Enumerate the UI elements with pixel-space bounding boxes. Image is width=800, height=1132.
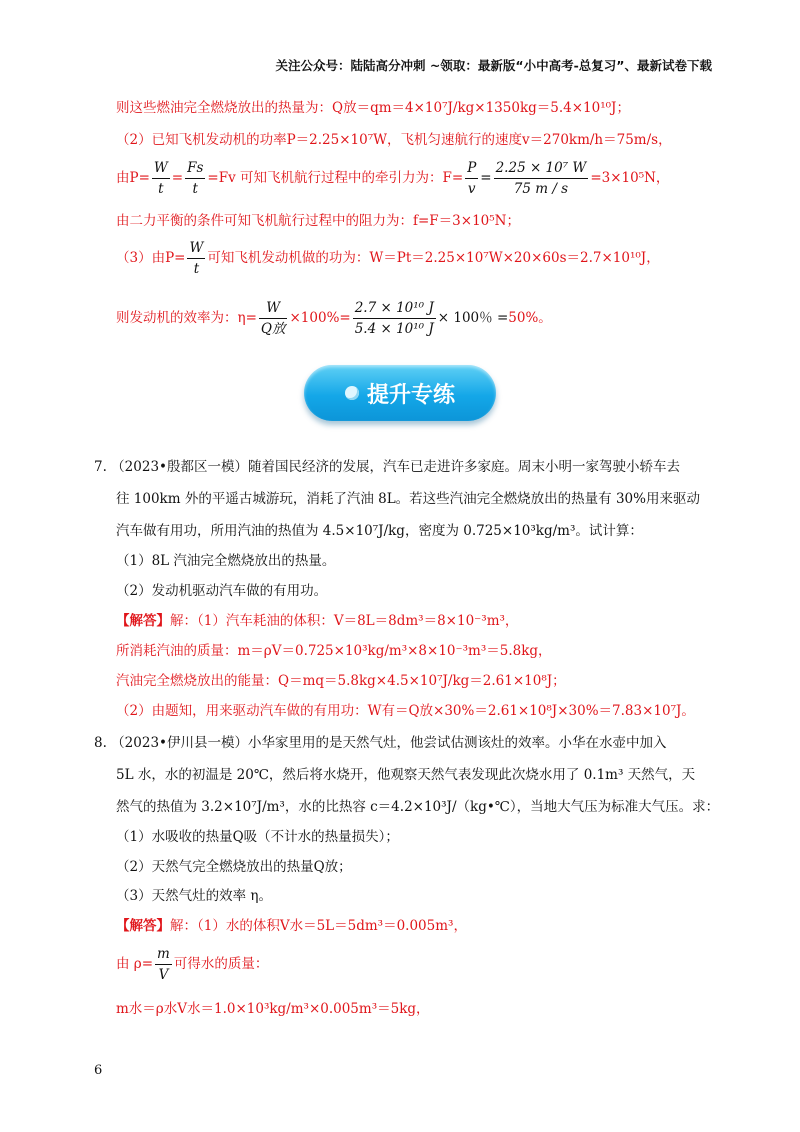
practice-banner bbox=[304, 365, 496, 421]
page-number: 6 bbox=[94, 1063, 103, 1078]
answer-8-line: 【解答】解：（1）水的体积V水＝5L＝5dm³＝0.005m³， bbox=[116, 918, 467, 934]
question-8-sub: （3）天然气灶的效率 η。 bbox=[116, 888, 272, 904]
answer-8-line: m水＝ρ水V水＝1.0×10³kg/m³×0.005m³＝5kg， bbox=[116, 1001, 430, 1017]
bubble-icon bbox=[345, 386, 359, 400]
answer-8-line-formula: 由 ρ= $\frac{m}{V}$ 可得水的质量： bbox=[116, 946, 269, 983]
page-header: 关注公众号：陆陆高分冲刺 ~领取：最新版“小中高考-总复习”、最新试卷下载 bbox=[275, 58, 712, 73]
fraction: $\frac{P}{v}$ bbox=[467, 160, 477, 197]
question-7-sub: （2）发动机驱动汽车做的有用功。 bbox=[116, 583, 328, 599]
solution-line-formula: 由P= $\frac{W}{t}$ = $\frac{Fs}{t}$ =Fv 可知飞机航行过程中的牵引力为：F= $\frac{P}{v}$ = $\frac{\text{2.25 × 10⁷ W}}{75 m / s}$ =3×10⁵N， bbox=[116, 160, 670, 197]
answer-7-line: （2）由题知，用来驱动汽车做的有用功：W有＝Q放×30%＝2.61×10⁸J×30%＝7.83×10⁷J。 bbox=[116, 703, 695, 719]
solution-line-formula: （3）由P= $\frac{W}{t}$ 可知飞机发动机做的功为：W＝Pt＝2.25×10⁷W×20×60s＝2.7×10¹⁰J， bbox=[116, 240, 660, 277]
fraction: $\frac{m}{V}$ bbox=[157, 946, 170, 983]
answer-7-line: 【解答】解：（1）汽车耗油的体积：V＝8L＝8dm³＝8×10⁻³m³， bbox=[116, 613, 519, 629]
fraction: $\frac{W}{t}$ bbox=[189, 240, 204, 277]
solution-line: （2）已知飞机发动机的功率P＝2.25×10⁷W，飞机匀速航行的速度v＝270km/h＝75m/s， bbox=[116, 132, 672, 148]
question-7-text: 7. （2023•殷都区一模）随着国民经济的发展，汽车已走进许多家庭。周末小明一家驾驶小轿车去 bbox=[94, 459, 680, 475]
question-7-sub: （1）8L 汽油完全燃烧放出的热量。 bbox=[116, 553, 336, 569]
fraction: $\frac{W}{t}$ bbox=[153, 160, 168, 197]
question-7-text: 往 100km 外的平遥古城游玩，消耗了汽油 8L。若这些汽油完全燃烧放出的热量有 30%用来驱动 bbox=[116, 491, 700, 507]
question-8-sub: （1）水吸收的热量Q吸（不计水的热量损失）； bbox=[116, 829, 399, 845]
question-8-text: 5L 水，水的初温是 20℃，然后将水烧开，他观察天然气表发现此次烧水用了 0.1m³ 天然气，天 bbox=[116, 767, 696, 783]
solution-line: 由二力平衡的条件可知飞机航行过程中的阻力为：f=F＝3×10⁵N； bbox=[116, 213, 520, 229]
question-8-text: 8. （2023•伊川县一模）小华家里用的是天然气灶，他尝试估测该灶的效率。小华在水壶中加入 bbox=[94, 735, 667, 751]
question-8-text: 然气的热值为 3.2×10⁷J/m³，水的比热容 c＝4.2×10³J/（kg•℃），当地大气压为标准大气压。求： bbox=[116, 799, 720, 815]
fraction: $\frac{W}{\text{Q放}}$ bbox=[260, 300, 286, 337]
fraction: $\frac{\text{2.25 × 10⁷ W}}{75 m / s}$ bbox=[495, 160, 587, 197]
solution-line-formula: 则发动机的效率为：η= $\frac{W}{\text{Q放}}$ ×100%= $\frac{\text{2.7 × 10¹⁰ J}}{\text{5.4 × 10¹⁰ J}}$ × 100％ =50%。 bbox=[116, 300, 552, 337]
answer-7-line: 汽油完全燃烧放出的能量：Q＝mq＝5.8kg×4.5×10⁷J/kg＝2.61×10⁸J； bbox=[116, 673, 566, 689]
solution-line: 则这些燃油完全燃烧放出的热量为：Q放＝qm＝4×10⁷J/kg×1350kg＝5.4×10¹⁰J； bbox=[116, 100, 630, 116]
fraction: $\frac{Fs}{t}$ bbox=[187, 160, 204, 197]
question-8-sub: （2）天然气完全燃烧放出的热量Q放； bbox=[116, 859, 352, 875]
question-7-text: 汽车做有用功，所用汽油的热值为 4.5×10⁷J/kg，密度为 0.725×10³kg/m³。试计算： bbox=[116, 523, 643, 539]
banner-label: 提升专练 bbox=[366, 382, 455, 408]
fraction: $\frac{\text{2.7 × 10¹⁰ J}}{\text{5.4 × 10¹⁰ J}}$ bbox=[354, 300, 434, 337]
answer-7-line: 所消耗汽油的质量：m＝ρV＝0.725×10³kg/m³×8×10⁻³m³＝5.8kg， bbox=[116, 643, 552, 659]
